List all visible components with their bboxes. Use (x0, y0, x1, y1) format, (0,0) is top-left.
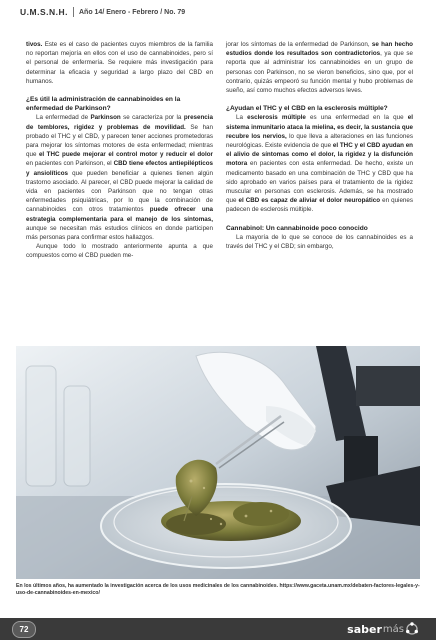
bold-run: el THC puede mejorar el control motor y reducir el dolor (38, 151, 213, 159)
right-paragraph-1 (226, 40, 413, 95)
page-header (20, 5, 420, 19)
right-paragraph-2 (226, 113, 413, 214)
text-run: se caracteriza por la (120, 114, 184, 122)
issue-info: Año 14/ Enero - Febrero / No. 79 (78, 8, 186, 16)
publisher-name: U.M.S.N.H. (20, 7, 68, 17)
bold-run: el THC y el CBD ayudan en el alivio de síntomas como el dolor, la rigidez y la disfunción motora (226, 142, 413, 168)
text-run: en pacientes con esta enfermedad. De hecho, existe un medicamento basado en una combinación de THC y CBD que ha sido aprobado en varios países para el tratamiento de la rigidez muscular en personas con esclerosis. Además, se ha mostrado que (226, 160, 413, 205)
bold-run: se han hecho estudios donde los resultados son contradictorios (226, 41, 413, 58)
text-run: jorar los síntomas de la enfermedad de Parkinson, (226, 41, 372, 48)
left-paragraph-3 (26, 242, 213, 260)
bold-run: puede ofrecer una estrategia complementaria para el manejo de los síntomas, (26, 206, 213, 223)
right-column (226, 40, 413, 251)
text-run: Este es el caso de pacientes cuyos miembros de la familia no reportan mejoría en ellos con el uso de cannabinoides, pero sí el personal de enfermería. Se requiere más investigación para determinar la eficacia y seguridad a largo plazo del CBD en humanos. (26, 41, 213, 85)
lab-photo (16, 346, 420, 579)
left-paragraph-2 (26, 113, 213, 242)
bold-run: el sistema inmunitario ataca la mielina, es decir, la sustancia que recubre los nervios, (226, 114, 413, 140)
bold-run: presencia de temblores, rigidez y problemas de movilidad. (26, 114, 213, 131)
left-column (26, 40, 213, 261)
text-run: lo que lleva a alteraciones en las funciones neurológicas. Existe evidencia de que (226, 132, 413, 150)
cannabis-lab-illustration (16, 346, 420, 579)
text-run: Aunque todo lo mostrado anteriormente apunta a que compuestos como el CBD pueden me- (26, 243, 213, 260)
text-run: en pacientes con Parkinson, el (26, 160, 114, 168)
page-number: 72 (12, 621, 36, 638)
right-paragraph-3 (226, 233, 413, 251)
heading-multiple-sclerosis: ¿Ayudan el THC y el CBD en la esclerosis múltiple? (226, 105, 388, 113)
photo-caption: En los últimos años, ha aumentado la investigación acerca de los usos medicinales de los cannabinoides. https://www.gaceta.unam.mx/debaten-factores-legales-y-uso-de-cannabinoides-en-mexico/ (16, 583, 420, 596)
bold-run: el CBD es capaz de aliviar el dolor neuropático (238, 197, 381, 205)
magazine-logo (347, 621, 420, 637)
bold-run: CBD tiene efectos antiepilépticos y ansiolíticos (26, 160, 214, 177)
bold-run: tivos. (26, 41, 43, 48)
bold-run: esclerosis múltiple (247, 114, 306, 122)
logo-word-saber: saber (347, 622, 382, 636)
text-run: es una enfermedad en la que (305, 114, 408, 122)
left-paragraph-1 (26, 40, 213, 86)
page-footer (0, 618, 436, 640)
text-run: La enfermedad de (36, 114, 91, 122)
text-run: La (236, 114, 248, 122)
text-run: , ya que se reporta que al administrar los cannabinoides en un grupo de personas con Parkinson, no se vieron beneficios, sino que, por el contrario, quizás empeoró su función mental y hubo problemas de sueño, así como muchos efectos adversos leves. (226, 50, 413, 95)
heading-cannabinol: Cannabinol: Un cannabinoide poco conocido (226, 224, 368, 232)
text-run: que pueden beneficiar a quienes tienen algún trastorno asociado. Al parecer, el CBD puede mejorar la calidad de vida en pacientes con Parkinson que no tengan otras enfermedades psiquiátricas, por lo que la combinación de cannabinoides con otros tratamientos (26, 169, 213, 214)
molecule-icon (404, 621, 420, 637)
bold-run: Parkinson (90, 114, 121, 122)
text-run: La mayoría de lo que se conoce de los cannabinoides es a través del THC y el CBD; sin embargo, (226, 233, 413, 251)
logo-word-mas: más (382, 623, 404, 635)
header-divider (73, 7, 74, 17)
text-run: Se han probado el THC y el CBD, y parecen tener acciones prometedoras para mejorar los síntomas motores de esta enfermedad; mientras que (26, 123, 214, 159)
text-run: aunque se necesitan más estudios clínicos en donde participen más personas para confirmar estos hallazgos. (26, 224, 213, 242)
heading-parkinson: ¿Es útil la administración de cannabinoides en la enfermedad de Parkinson? (26, 96, 181, 113)
text-run: en quienes padecen de esclerosis múltiple. (226, 197, 413, 214)
